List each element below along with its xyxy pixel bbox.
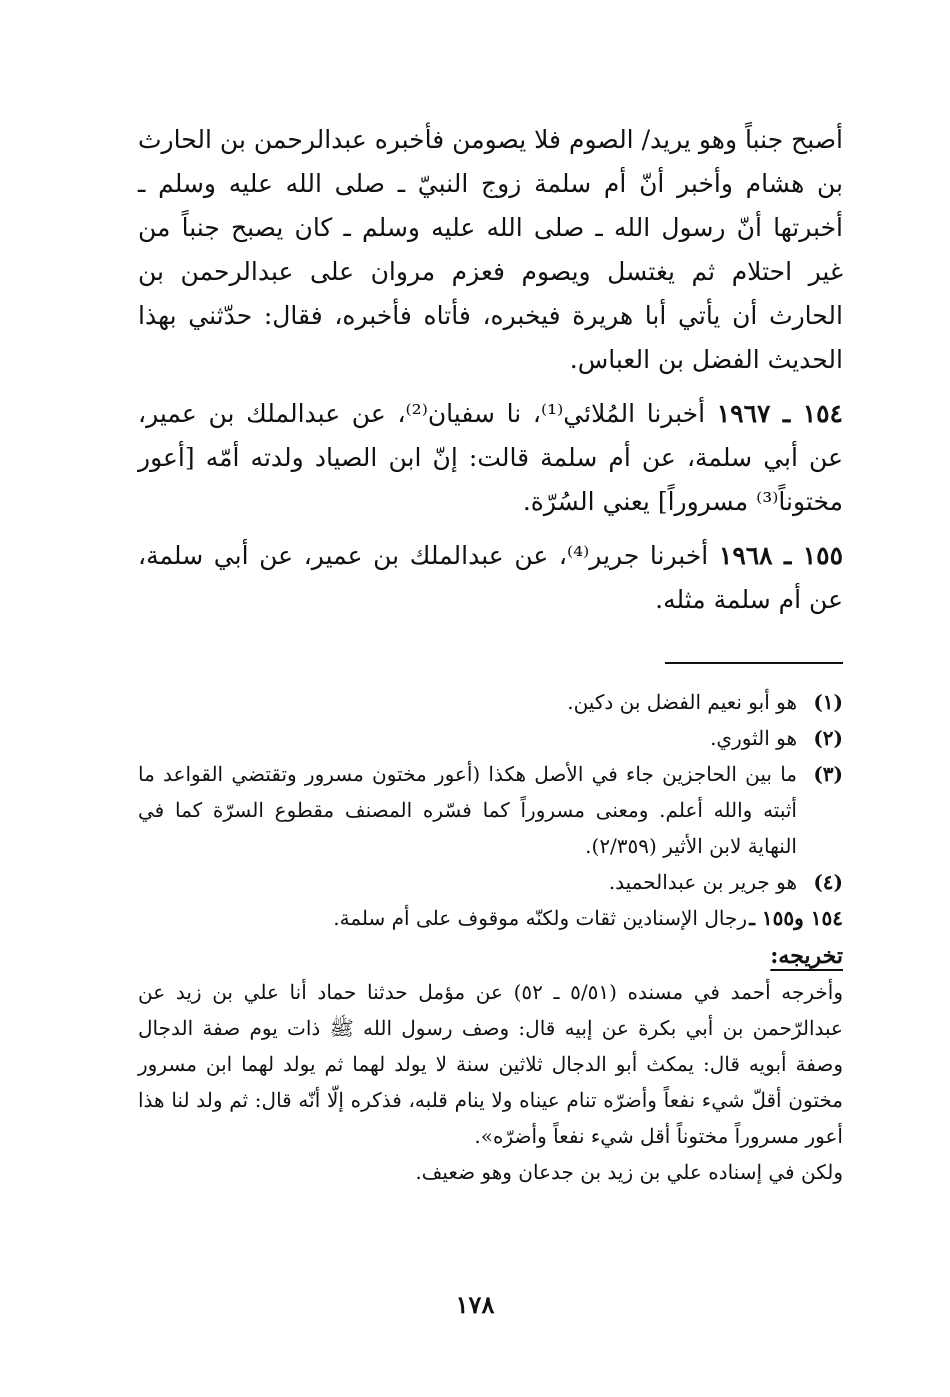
paragraph-continuation: أصبح جنباً وهو يريد/ الصوم فلا يصومن فأخبره عبدالرحمن بن الحارث بن هشام وأخبر أنّ أم سلمة زوج النبيّ ـ صلى الله عليه وسلم ـ أخبرتها أنّ رسول الله ـ صلى الله عليه وسلم ـ كان يصبح جنباً من غير احتلام ثم يغتسل ويصوم فعزم مروان على عبدالرحمن بن الحارث أن يأتي أبا هريرة فيخبره، فأتاه فأخبره، فقال: حدّثني بهذا الحديث الفضل بن العباس. — [138, 125, 844, 374]
footnote-text: ما بين الحاجزين جاء في الأصل هكذا (أعور مختون مسرور وتقتضي القواعد ما أثبته والله أعلم. ومعنى مسروراً كما فسّره المصنف مقطوع السرّة كما في النهاية لابن الأثير (٢/٣٥٩). — [138, 762, 797, 858]
hadith-155 — [138, 534, 843, 622]
footnote-number: (٤) — [813, 870, 843, 894]
footnote-text: هو الثوري. — [710, 726, 797, 750]
hadith-number: ١٥٥ ـ ١٩٦٨ — [718, 541, 844, 570]
footnote-number: ١٥٤ و١٥٥ ـ — [749, 906, 843, 930]
main-text — [138, 118, 843, 632]
footnote-number: (٢) — [813, 726, 843, 750]
footnote-number: (١) — [813, 690, 843, 714]
page-number: ١٧٨ — [455, 1290, 495, 1319]
footnote — [138, 864, 843, 900]
footnote-number: (٣) — [813, 762, 843, 786]
hadith-text: أخبرنا المُلائي⁽¹⁾، نا سفيان⁽²⁾، عن عبدالملك بن عمير، عن أبي سلمة، عن أم سلمة قالت: إنّ ابن الصياد ولدته أمّه [أعور مختوناً⁽³⁾ مسروراً] يعني السُرّة. — [138, 399, 843, 516]
footnote-separator — [665, 662, 843, 664]
footnote-text: رجال الإسنادين ثقات ولكنّه موقوف على أم سلمة. — [333, 906, 747, 930]
takhrij-paragraph: وأخرجه أحمد في مسنده (٥/٥١ ـ ٥٢) عن مؤمل حدثنا حماد أنا علي بن زيد عن عبدالرّحمن بن أبي بكرة عن إبيه قال: وصف رسول الله ﷺ ذات يوم صفة الدجال وصفة أبويه قال: يمكث أبو الدجال ثلاثين سنة لا يولد لهما ثم يولد لهما ابن مسرور مختون أقلّ شيء نفعاً وأضرّه تنام عيناه ولا ينام قلبه، فذكره إلّا أنّه قال: ثم ولد لنا هذا أعور مسروراً مختوناً أقل شيء نفعاً وأضرّه». — [138, 980, 843, 1148]
footnote — [138, 756, 843, 864]
footnote-text: هو جرير بن عبدالحميد. — [608, 870, 797, 894]
footnote — [138, 684, 843, 720]
hadith-number: ١٥٤ ـ ١٩٦٧ — [716, 399, 843, 428]
takhrij-paragraph: ولكن في إسناده علي بن زيد بن جدعان وهو ضعيف. — [415, 1160, 843, 1184]
hadith-text: أخبرنا جرير⁽⁴⁾، عن عبدالملك بن عمير، عن أبي سلمة، عن أم سلمة مثله. — [138, 541, 843, 614]
footnote-text: هو أبو نعيم الفضل بن دكين. — [567, 690, 797, 714]
takhrij-heading: تخريجه: — [770, 943, 843, 969]
hadith-154 — [138, 392, 843, 524]
footnotes — [138, 684, 843, 1190]
footnote-grading — [138, 900, 843, 936]
takhrij-section — [138, 938, 843, 1190]
footnote — [138, 720, 843, 756]
